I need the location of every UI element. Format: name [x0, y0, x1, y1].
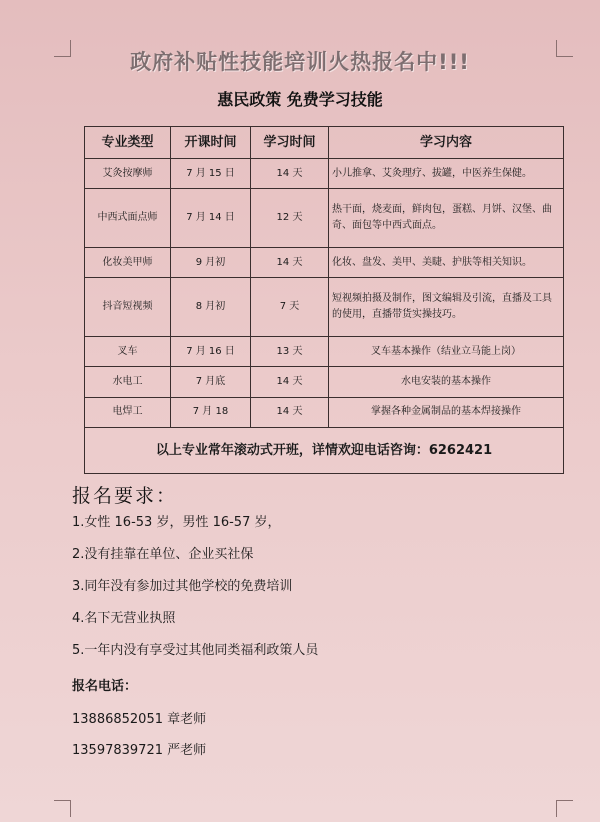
requirement-item: 1.女性 16-53 岁，男性 16-57 岁，: [72, 515, 281, 530]
contact-title: 报名电话：: [72, 679, 138, 694]
course-content: 小儿推拿、艾灸理疗、拔罐，中医养生保健。: [329, 159, 564, 189]
contact-line: 13597839721 严老师: [72, 743, 207, 758]
subtitle: 惠民政策 免费学习技能: [217, 90, 383, 109]
table-row: [85, 367, 564, 397]
course-start: 7 月 16 日: [171, 337, 251, 367]
course-duration: 14 天: [251, 397, 329, 427]
corner-mark-bottom-right: [556, 800, 573, 817]
table-header-row: [85, 127, 564, 159]
requirement-item: 3.同年没有参加过其他学校的免费培训: [72, 579, 293, 594]
header-start: 开课时间: [171, 127, 251, 159]
table-footer-note: 以上专业常年滚动式开班，详情欢迎电话咨询：6262421: [85, 428, 564, 474]
course-content: 短视频拍摄及制作，图文编辑及引流，直播及工具的使用，直播带货实操技巧。: [329, 278, 564, 337]
course-start: 7 月底: [171, 367, 251, 397]
course-duration: 12 天: [251, 189, 329, 248]
course-duration: 13 天: [251, 337, 329, 367]
course-duration: 14 天: [251, 367, 329, 397]
table-row: [85, 189, 564, 248]
course-type: 水电工: [85, 367, 171, 397]
header-duration: 学习时间: [251, 127, 329, 159]
course-start: 9 月初: [171, 248, 251, 278]
course-content: 热干面，烧麦面，鲜肉包，蛋糕、月饼、汉堡、曲奇、面包等中西式面点。: [329, 189, 564, 248]
course-content: 化妆、盘发、美甲、美睫、护肤等相关知识。: [329, 248, 564, 278]
course-type: 电焊工: [85, 397, 171, 427]
course-type: 化妆美甲师: [85, 248, 171, 278]
header-content: 学习内容: [329, 127, 564, 159]
requirements-list: [72, 515, 318, 675]
course-type: 抖音短视频: [85, 278, 171, 337]
course-start: 7 月 15 日: [171, 159, 251, 189]
requirement-item: 4.名下无营业执照: [72, 611, 176, 626]
headline: 政府补贴性技能培训火热报名中!!!: [130, 50, 470, 74]
table-row: [85, 248, 564, 278]
requirement-item: 2.没有挂靠在单位、企业买社保: [72, 547, 254, 562]
table-footer-row: [85, 428, 564, 474]
course-duration: 7 天: [251, 278, 329, 337]
table-row: [85, 278, 564, 337]
requirements-title: 报名要求：: [72, 485, 178, 507]
requirement-item: 5.一年内没有享受过其他同类福利政策人员: [72, 643, 319, 658]
course-duration: 14 天: [251, 248, 329, 278]
course-start: 7 月 18: [171, 397, 251, 427]
contact-line: 13886852051 章老师: [72, 712, 207, 727]
header-type: 专业类型: [85, 127, 171, 159]
course-type: 艾灸按摩师: [85, 159, 171, 189]
table-row: [85, 397, 564, 427]
course-content: 掌握各种金属制品的基本焊接操作: [329, 397, 564, 427]
course-content: 水电安装的基本操作: [329, 367, 564, 397]
course-start: 8 月初: [171, 278, 251, 337]
course-duration: 14 天: [251, 159, 329, 189]
course-table: [84, 126, 564, 474]
course-content: 叉车基本操作（结业立马能上岗）: [329, 337, 564, 367]
course-type: 中西式面点师: [85, 189, 171, 248]
table-row: [85, 159, 564, 189]
course-type: 叉车: [85, 337, 171, 367]
course-start: 7 月 14 日: [171, 189, 251, 248]
table-row: [85, 337, 564, 367]
corner-mark-bottom-left: [54, 800, 71, 817]
